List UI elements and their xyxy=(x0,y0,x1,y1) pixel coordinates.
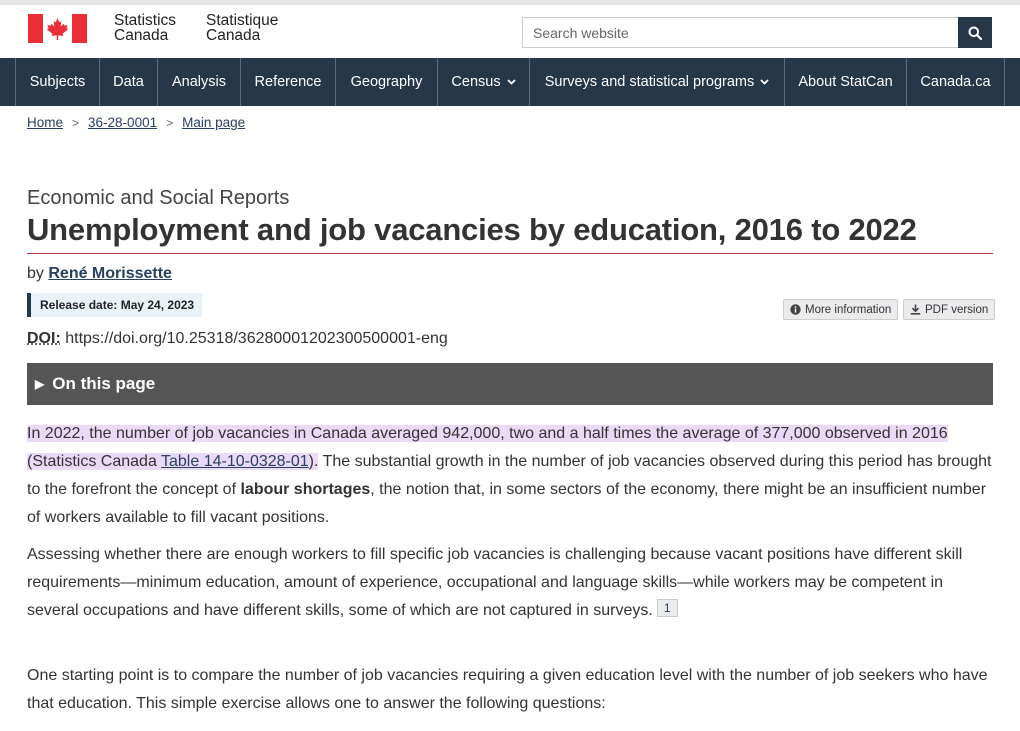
byline: by René Morissette xyxy=(27,265,172,282)
doi-label: DOI: xyxy=(27,330,61,347)
nav-reference[interactable]: Reference xyxy=(241,58,336,106)
top-strip xyxy=(0,0,1020,5)
paragraph-assessing: Assessing whether there are enough workers to fill specific job vacancies is challenging because vacant positions have different skill requirements—minimum education, amount of experience, occupational and language skills—while workers may be competent in several occupations and have different skills, some of which are not captured in surveys. 1 xyxy=(27,546,963,619)
footnote-link[interactable]: 1 xyxy=(657,599,678,617)
main-nav xyxy=(0,58,1020,106)
info-icon xyxy=(790,304,801,315)
breadcrumb-main-page[interactable]: Main page xyxy=(182,115,246,130)
doi xyxy=(27,330,448,348)
chevron-down-icon xyxy=(760,79,769,85)
release-date: Release date: May 24, 2023 xyxy=(27,293,202,317)
download-icon xyxy=(910,304,921,315)
canada-flag-logo[interactable] xyxy=(28,14,87,43)
table-link[interactable]: Table 14-10-0328-01 xyxy=(161,453,309,470)
nav-subjects[interactable]: Subjects xyxy=(15,58,100,106)
highlighted-text: In 2022, the number of job vacancies in Canada averaged 942,000, two and a half times the average of 377,000 observed in 2016 (Statistics Canada Table 14-10-0328-01). xyxy=(27,425,948,470)
nav-census[interactable]: Census xyxy=(438,58,530,106)
breadcrumb-separator: > xyxy=(166,116,174,130)
nav-data[interactable]: Data xyxy=(100,58,158,106)
nav-canada-ca[interactable]: Canada.ca xyxy=(907,58,1005,106)
nav-surveys[interactable]: Surveys and statistical programs xyxy=(530,58,785,106)
breadcrumb-home[interactable]: Home xyxy=(27,115,64,130)
breadcrumb-series[interactable]: 36-28-0001 xyxy=(88,115,158,130)
signature-english: Statistics Canada xyxy=(114,12,177,44)
bold-term: labour shortages xyxy=(240,481,371,498)
author-link[interactable]: René Morissette xyxy=(48,265,172,282)
triangle-right-icon: ▶ xyxy=(35,377,45,391)
nav-geography[interactable]: Geography xyxy=(336,58,438,106)
more-information-button[interactable]: More information xyxy=(783,299,898,320)
breadcrumb-separator: > xyxy=(72,116,80,130)
page-title: Unemployment and job vacancies by education, 2016 to 2022 xyxy=(27,212,917,247)
doi-value: https://doi.org/10.25318/36280001202300500001-eng xyxy=(65,330,448,347)
on-this-page-toggle[interactable]: ▶ On this page xyxy=(27,363,993,405)
chevron-down-icon xyxy=(507,79,516,85)
title-divider xyxy=(27,253,993,254)
search-icon xyxy=(968,26,982,40)
paragraph-starting-point: One starting point is to compare the number of job vacancies requiring a given education level with the number of job seekers who have that education. This simple exercise allows one to answer the following questions: xyxy=(27,667,988,712)
nav-analysis[interactable]: Analysis xyxy=(158,58,241,106)
pdf-version-button[interactable]: PDF version xyxy=(903,299,995,320)
nav-about-statcan[interactable]: About StatCan xyxy=(785,58,907,106)
breadcrumb xyxy=(27,115,245,130)
signature-french[interactable]: Statistique Canada xyxy=(206,12,279,44)
search-input[interactable] xyxy=(522,17,958,48)
paragraph-intro: In 2022, the number of job vacancies in Canada averaged 942,000, two and a half times the average of 377,000 observed in 2016 (Statistics Canada Table 14-10-0328-01). The substantial growth in the number of job vacancies observed during this period has brought to the forefront the concept of labour shortages, the notion that, in some sectors of the economy, there might be an insufficient number of workers available to fill vacant positions. xyxy=(27,425,992,526)
series-title: Economic and Social Reports xyxy=(27,187,290,209)
search-button[interactable] xyxy=(958,17,992,48)
